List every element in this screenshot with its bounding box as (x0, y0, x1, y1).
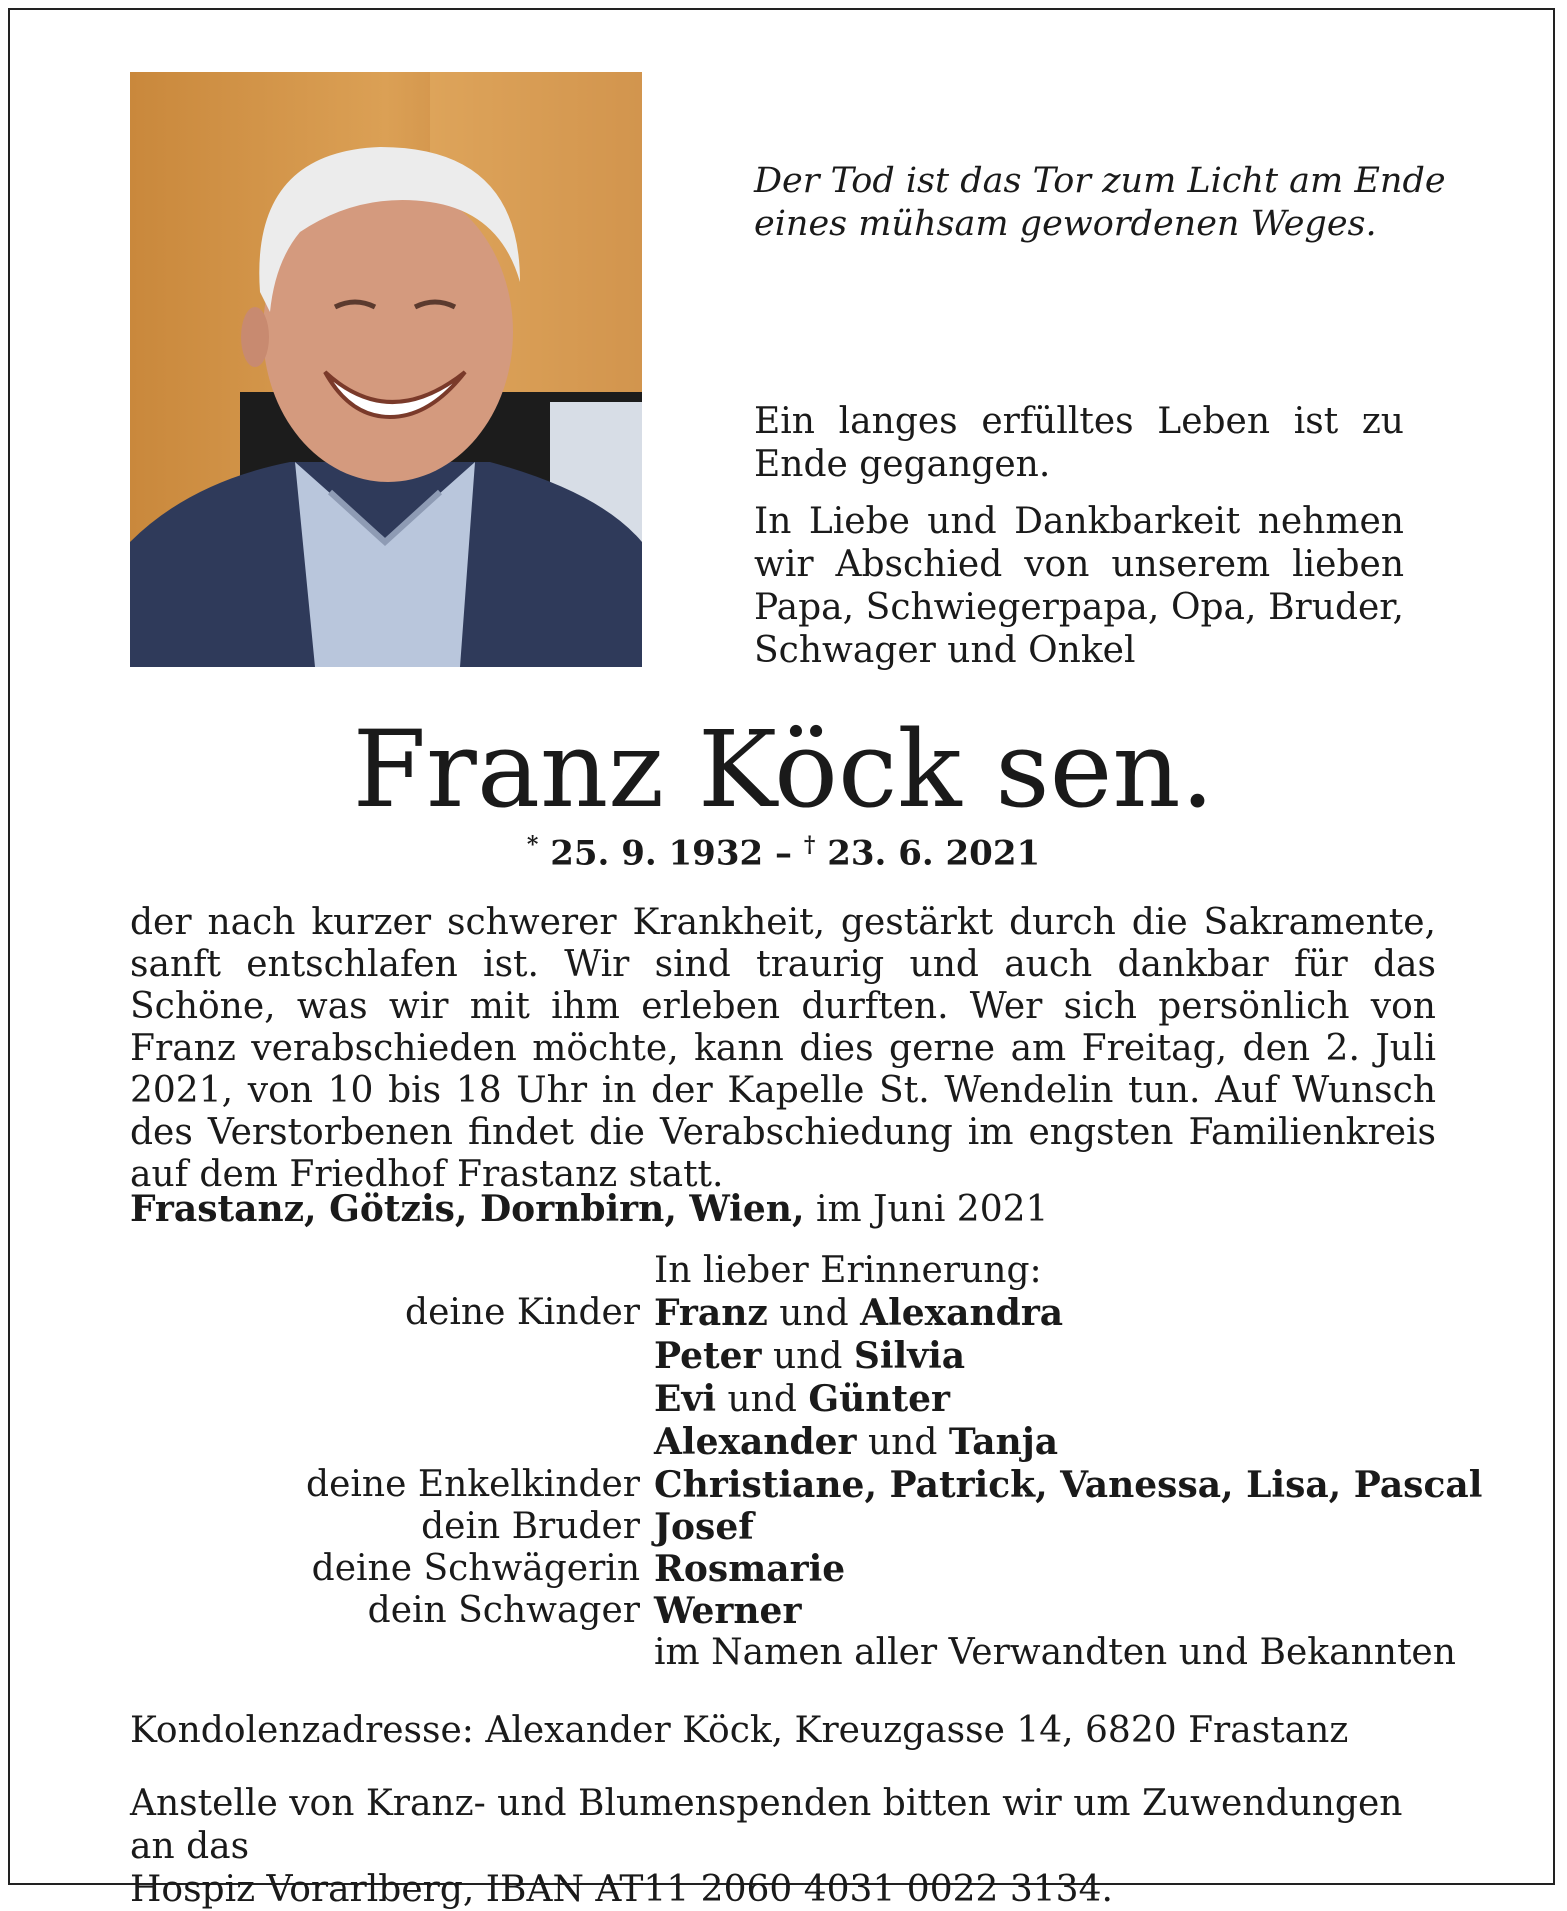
mourners-heading: In lieber Erinnerung: (654, 1250, 1042, 1291)
donation-line-1: Anstelle von Kranz- und Blumenspenden bitten wir um Zuwendungen an das (130, 1783, 1403, 1867)
list-item (130, 1590, 1450, 1632)
birth-date: 25. 9. 1932 – (550, 833, 792, 874)
relation-label: deine Schwägerin (311, 1548, 640, 1589)
list-item (130, 1292, 1450, 1335)
spouse-name: Günter (808, 1378, 950, 1420)
list-item (130, 1632, 1456, 1674)
quote (754, 160, 1454, 246)
spouse-name: Alexandra (860, 1292, 1064, 1334)
notice-date: im Juni 2021 (815, 1189, 1049, 1230)
quote-line-1: Der Tod ist das Tor zum Licht am Ende (754, 161, 1446, 201)
conjunction: und (772, 1336, 843, 1377)
brother-name: Josef (654, 1506, 754, 1548)
conjunction: und (779, 1293, 849, 1334)
body-text: der nach kurzer schwerer Krankheit, gestärkt durch die Sakramente, sanft entschlafen ist. Wir sind traurig und auch dankbar für das Schöne, was wir mit ihm erleben durften. Wer sich persönlich von Franz verabschieden möchte, kann dies gerne am Freitag, den 2. Juli 2021, von 10 bis 18 Uhr in der Kapelle St. Wendelin tun. Auf Wunsch des Verstorbenen findet die Verabschiedung im engsten Familienkreis auf dem Friedhof Frastanz statt. (130, 902, 1436, 1195)
relation-label: dein Schwager (367, 1590, 640, 1631)
spouse-name: Tanja (948, 1421, 1059, 1463)
conjunction: und (867, 1422, 938, 1463)
list-item (130, 1506, 1450, 1548)
brother-in-law-name: Werner (654, 1590, 802, 1632)
intro-text (754, 400, 1404, 686)
deceased-name: Franz Köck sen. (352, 708, 1215, 831)
relation-label: deine Kinder (405, 1292, 640, 1333)
condolence-address: Kondolenzadresse: Alexander Köck, Kreuzgasse 14, 6820 Frastanz (130, 1710, 1349, 1751)
life-dates (0, 832, 1567, 873)
mourners-list (130, 1250, 1483, 1674)
conjunction: und (727, 1379, 797, 1420)
towns: Frastanz, Götzis, Dornbirn, Wien, (130, 1188, 805, 1230)
spouse-name: Silvia (853, 1335, 966, 1377)
mourners-closing: im Namen aller Verwandten und Bekannten (654, 1632, 1456, 1673)
place-date-line (130, 1188, 1048, 1230)
intro-paragraph-2: In Liebe und Dankbarkeit nehmen wir Abschied von unserem lieben Papa, Schwiegerpapa, Opa, Bruder, Schwager und Onkel (754, 501, 1404, 671)
list-item (130, 1335, 1450, 1378)
list-item (130, 1548, 1450, 1590)
intro-paragraph-1: Ein langes erfülltes Leben ist zu Ende gegangen. (754, 401, 1404, 485)
child-name: Evi (654, 1378, 717, 1420)
donation-line-2: Hospiz Vorarlberg, IBAN AT11 2060 4031 0022 3134. (130, 1869, 1113, 1910)
relation-label: deine Enkelkinder (306, 1464, 640, 1505)
child-name: Alexander (654, 1421, 857, 1463)
sister-in-law-name: Rosmarie (654, 1548, 846, 1590)
list-item (130, 1378, 1450, 1421)
quote-line-2: eines mühsam gewordenen Weges. (754, 204, 1377, 244)
list-item (130, 1250, 1450, 1292)
list-item (130, 1421, 1450, 1464)
birth-symbol: * (526, 832, 539, 858)
death-symbol: † (803, 832, 816, 858)
donation-note (130, 1782, 1450, 1911)
relation-label: dein Bruder (421, 1506, 640, 1547)
grandchildren-names: Christiane, Patrick, Vanessa, Lisa, Pascal (654, 1464, 1483, 1506)
death-date: 23. 6. 2021 (827, 833, 1041, 874)
portrait-photo (130, 72, 642, 667)
list-item (130, 1464, 1483, 1506)
child-name: Franz (654, 1292, 768, 1334)
child-name: Peter (654, 1335, 762, 1377)
